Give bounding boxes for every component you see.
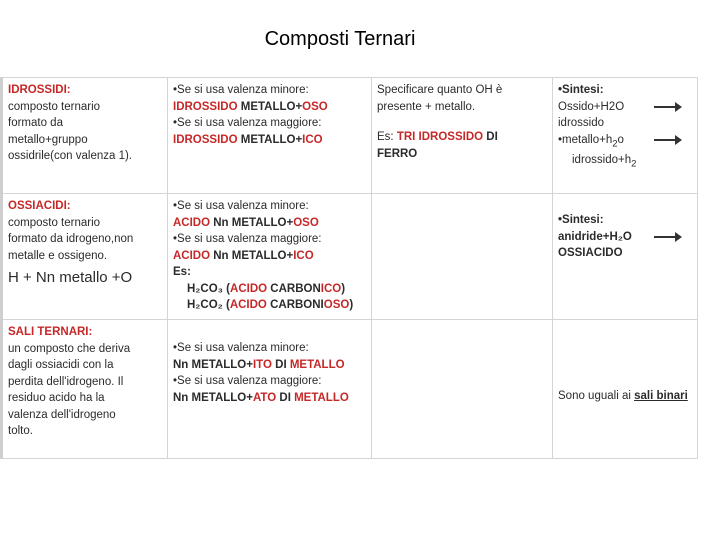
arrow-right-icon bbox=[654, 236, 680, 238]
definition-cell bbox=[2, 320, 168, 459]
example-acid: H₂CO₃ (ACIDO CARBONICO) bbox=[187, 282, 346, 295]
example-line: Es: TRI IDROSSIDO DI bbox=[377, 131, 498, 143]
notes-cell bbox=[372, 194, 553, 320]
arrow-right-icon bbox=[654, 139, 680, 141]
desc-line: composto ternario bbox=[8, 100, 101, 113]
synthesis-title: • Sintesi: bbox=[558, 212, 692, 229]
desc-line: metalle e ossigeno. bbox=[8, 249, 108, 262]
general-formula: H + Nn metallo +O bbox=[8, 269, 133, 287]
row-heading: IDROSSIDI: bbox=[8, 84, 71, 96]
rule-minor-name: ACIDO Nn METALLO+OSO bbox=[173, 216, 319, 229]
row-heading: SALI TERNARI: bbox=[8, 326, 93, 339]
notes-cell bbox=[372, 320, 553, 459]
synthesis-line: OSSIACIDO bbox=[558, 247, 623, 260]
rule-major-label: • Se si usa valenza maggiore: bbox=[173, 373, 366, 390]
rule-major-name: IDROSSIDO METALLO+ICO bbox=[173, 133, 323, 146]
synthesis-line: anidride+H₂O bbox=[558, 229, 692, 246]
desc-line: formato da bbox=[8, 117, 63, 129]
rule-minor-label: • Se si usa valenza minore: bbox=[173, 340, 366, 357]
page-title: Composti Ternari bbox=[264, 28, 416, 50]
desc-line: formato da idrogeno,non bbox=[8, 233, 134, 246]
rule-major-label: • Se si usa valenza maggiore: bbox=[173, 115, 366, 132]
desc-line: dagli ossiacidi con la bbox=[8, 359, 114, 372]
row-heading: OSSIACIDI: bbox=[8, 200, 71, 213]
rule-major-label: • Se si usa valenza maggiore: bbox=[173, 231, 366, 248]
desc-line: valenza dell'idrogeno bbox=[8, 408, 116, 421]
table-row-idrossidi bbox=[2, 78, 698, 194]
notes-cell bbox=[372, 78, 553, 194]
synthesis-line: • $metallo+h_2o$ bbox=[558, 132, 692, 153]
synthesis-cell bbox=[553, 78, 698, 194]
table-row-ossiacidi bbox=[2, 194, 698, 320]
note-line: Specificare quanto OH è bbox=[377, 84, 503, 96]
example-label: Es: bbox=[173, 266, 191, 279]
naming-rules-cell bbox=[168, 194, 372, 320]
rule-minor-label: • Se si usa valenza minore: bbox=[173, 198, 366, 215]
arrow-right-icon bbox=[654, 106, 680, 108]
example-line: FERRO bbox=[377, 147, 418, 160]
definition-cell bbox=[2, 194, 168, 320]
synthesis-line: $idrossido+h_2$ bbox=[572, 154, 637, 170]
table-row-sali-ternari bbox=[2, 320, 698, 459]
naming-rules-cell bbox=[168, 320, 372, 459]
rule-minor-name: IDROSSIDO METALLO+OSO bbox=[173, 100, 328, 113]
desc-line: ossidrile(con valenza 1). bbox=[8, 150, 133, 162]
desc-line: residuo acido ha la bbox=[8, 392, 105, 405]
synthesis-cell bbox=[553, 320, 698, 459]
desc-line: composto ternario bbox=[8, 216, 101, 229]
synthesis-line: Ossido+H2O bbox=[558, 99, 692, 116]
synthesis-cell bbox=[553, 194, 698, 320]
rule-major-name: ACIDO Nn METALLO+ICO bbox=[173, 249, 314, 262]
desc-line: perdita dell'idrogeno. Il bbox=[8, 375, 124, 388]
rule-minor-label: • Se si usa valenza minore: bbox=[173, 82, 366, 99]
synthesis-note: Sono uguali ai sali binari bbox=[558, 390, 688, 403]
rule-major-name: Nn METALLO+ATO DI METALLO bbox=[173, 391, 349, 404]
note-line: presente + metallo. bbox=[377, 100, 476, 113]
synthesis-title: • Sintesi: bbox=[558, 82, 692, 99]
ternary-compounds-table bbox=[0, 77, 696, 459]
desc-line: un composto che deriva bbox=[8, 342, 131, 355]
desc-line: tolto. bbox=[8, 425, 33, 438]
naming-rules-cell bbox=[168, 78, 372, 194]
example-acid: H₂CO₂ (ACIDO CARBONIOSO) bbox=[187, 299, 354, 312]
definition-cell bbox=[2, 78, 168, 194]
rule-minor-name: Nn METALLO+ITO DI METALLO bbox=[173, 358, 345, 371]
synthesis-line: idrossido bbox=[558, 117, 605, 129]
desc-line: metallo+gruppo bbox=[8, 133, 88, 146]
